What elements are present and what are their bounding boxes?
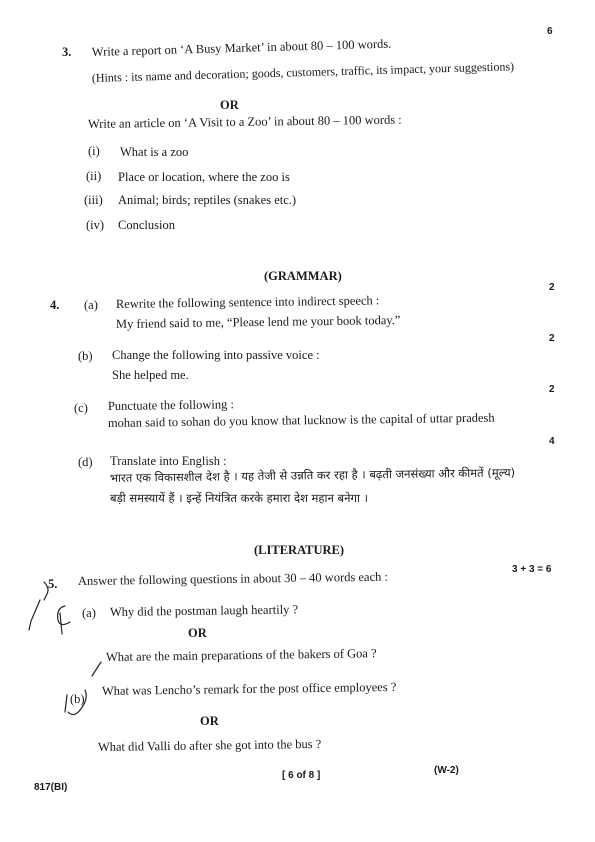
marks-4d: 4 [549,436,555,447]
footer-page-indicator: [ 6 of 8 ] [282,770,321,781]
q5a-question1: Why did the postman laugh heartily ? [109,602,299,619]
q3-point-text: Place or location, where the zoo is [118,170,290,184]
q4b-line1: Change the following into passive voice : [112,348,320,362]
q4d-line1: Translate into English : [110,454,227,468]
footer-paper-code: 817(BI) [34,782,68,793]
marks-4c: 2 [549,384,555,395]
q3-hints: (Hints : its name and decoration; goods, customers, traffic, its impact, your suggestions) [91,59,515,85]
pen-p-mark [58,606,70,625]
q5-number: 5. [48,577,58,591]
q4b-label: (b) [78,349,93,363]
q4d-label: (d) [78,455,93,469]
q3-number: 3. [62,45,72,59]
q3-point-text: What is a zoo [120,145,189,159]
q4a-label: (a) [84,298,98,312]
q5b-label: (b) [70,692,85,706]
pen-b-mark [68,690,86,715]
q5a-question2: What are the main preparations of the bakers of Goa ? [105,646,377,664]
marks-q5: 3 + 3 = 6 [512,564,552,575]
pen-stroke [92,662,101,676]
q3-point-num: (iii) [84,193,103,207]
q3-point-num: (i) [88,144,100,158]
q5a-label: (a) [82,606,96,620]
q4c-line1: Punctuate the following : [107,397,235,413]
literature-heading: (LITERATURE) [254,543,345,557]
pen-check-mark [29,600,40,630]
q3-point-num: (ii) [86,169,102,183]
grammar-heading: (GRAMMAR) [264,269,342,283]
q5b-or: OR [200,714,219,728]
q5a-or: OR [188,626,207,640]
q4a-line2: My friend said to me, “Please lend me your book today.” [115,313,401,331]
q3-point-text: Animal; birds; reptiles (snakes etc.) [118,193,297,207]
q5b-question2: What did Valli do after she got into the bus ? [97,736,322,754]
q4d-hindi-line1: भारत एक विकासशील देश है । यह तेजी से उन्नति कर रहा है । बढ़ती जनसंख्या और कीमतें (मूल्य) [109,465,516,485]
q4c-line2: mohan said to sohan do you know that lucknow is the capital of uttar pradesh [107,410,495,430]
q4-number: 4. [50,298,60,312]
q3-main-text: Write a report on ‘A Busy Market’ in about 80 – 100 words. [91,36,392,59]
top-page-number: 6 [547,26,553,37]
q3-point-num: (iv) [86,218,105,232]
q5-intro: Answer the following questions in about 30 – 40 words each : [77,569,389,588]
q3-or: OR [220,98,239,112]
q4b-line2: She helped me. [112,368,189,382]
q4d-hindi-line2: बड़ी समस्यायें हैं । इन्हें नियंत्रित करके हमारा देश महान बनेगा । [110,491,368,505]
footer-set-code: (W-2) [434,765,459,776]
marks-4a: 2 [549,282,555,293]
q3-point-text: Conclusion [118,218,175,232]
q3-alt-text: Write an article on ‘A Visit to a Zoo’ in about 80 – 100 words : [87,112,402,131]
q5b-question1: What was Lencho’s remark for the post office employees ? [101,679,397,698]
q4c-label: (c) [74,401,88,415]
q4a-line1: Rewrite the following sentence into indirect speech : [115,293,380,311]
marks-4b: 2 [549,333,555,344]
